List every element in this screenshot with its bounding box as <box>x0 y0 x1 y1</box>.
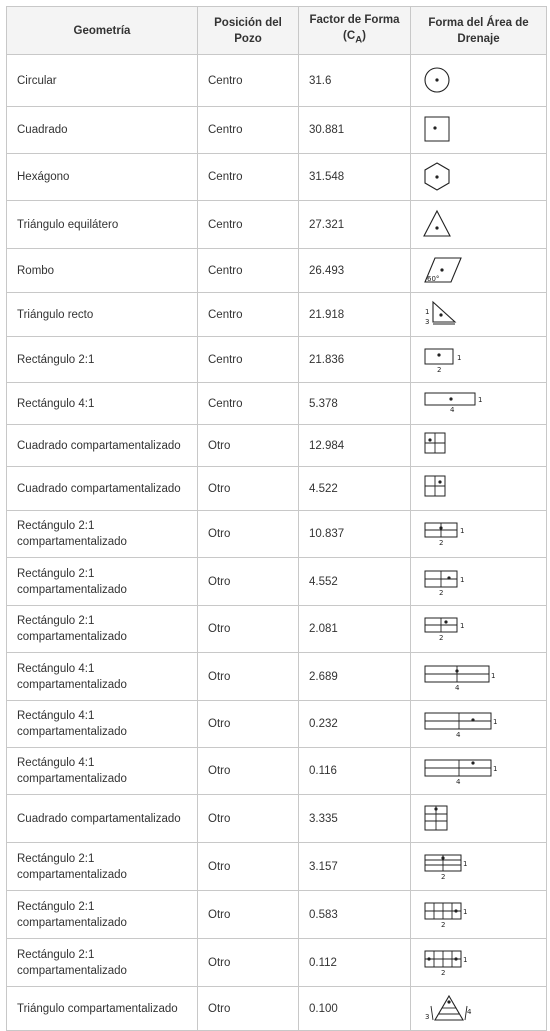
compartmentalized-rectangle-2-1-icon <box>423 567 503 597</box>
geometry-cell: Hexágono <box>7 154 198 201</box>
drainage-shape-cell <box>411 467 547 511</box>
svg-text:1: 1 <box>460 575 465 584</box>
well-position-cell: Centro <box>198 383 299 425</box>
shape-factor-cell: 2.081 <box>299 606 411 653</box>
well-position-cell: Otro <box>198 467 299 511</box>
drainage-shape-cell <box>411 55 547 107</box>
drainage-shape-cell <box>411 107 547 154</box>
header-factor-label: Factor de Forma (C <box>309 14 400 43</box>
svg-text:1: 1 <box>457 353 462 362</box>
svg-text:1: 1 <box>463 907 468 916</box>
drainage-shape-cell <box>411 425 547 467</box>
drainage-shape-cell <box>411 558 547 606</box>
compartmentalized-square-icon <box>423 431 503 461</box>
svg-text:1: 1 <box>491 671 496 680</box>
header-geometry: Geometría <box>7 7 198 55</box>
table-row <box>7 107 547 154</box>
table-row <box>7 467 547 511</box>
rectangle-4-1-icon <box>423 389 503 419</box>
well-position-cell: Otro <box>198 425 299 467</box>
compartmentalized-rectangle-2-1-icon <box>423 614 503 644</box>
shape-factor-cell: 31.6 <box>299 55 411 107</box>
drainage-shape-cell <box>411 154 547 201</box>
geometry-cell: Rectángulo 2:1 <box>7 337 198 383</box>
rectangle-2-1-icon <box>423 345 503 375</box>
geometry-cell: Rectángulo 2:1 compartamentalizado <box>7 939 198 987</box>
header-factor-subscript: A <box>355 34 363 46</box>
table-row <box>7 425 547 467</box>
geometry-cell: Rectángulo 2:1 compartamentalizado <box>7 891 198 939</box>
well-position-cell: Centro <box>198 107 299 154</box>
shape-factor-cell: 21.918 <box>299 293 411 337</box>
well-position-cell: Otro <box>198 511 299 558</box>
svg-text:1: 1 <box>425 307 430 316</box>
shape-factor-cell: 0.583 <box>299 891 411 939</box>
geometry-cell: Triángulo equilátero <box>7 201 198 249</box>
svg-text:3: 3 <box>425 1012 430 1021</box>
geometry-cell: Triángulo recto <box>7 293 198 337</box>
svg-text:4: 4 <box>467 1007 472 1016</box>
drainage-shape-cell <box>411 201 547 249</box>
triangle-icon <box>423 210 503 240</box>
geometry-cell: Cuadrado <box>7 107 198 154</box>
shape-factor-cell: 21.836 <box>299 337 411 383</box>
geometry-cell: Rectángulo 2:1 compartamentalizado <box>7 511 198 558</box>
svg-text:2: 2 <box>441 968 446 977</box>
table-row <box>7 891 547 939</box>
svg-text:2: 2 <box>437 365 442 374</box>
geometry-cell: Cuadrado compartamentalizado <box>7 467 198 511</box>
well-position-cell: Otro <box>198 606 299 653</box>
shape-factor-cell: 31.548 <box>299 154 411 201</box>
compartmentalized-square-icon <box>423 474 503 504</box>
drainage-shape-cell <box>411 293 547 337</box>
shape-factor-cell: 2.689 <box>299 653 411 701</box>
shape-factor-cell: 0.100 <box>299 987 411 1031</box>
svg-text:2: 2 <box>439 588 444 597</box>
well-position-cell: Centro <box>198 249 299 293</box>
geometry-cell: Triángulo compartamentalizado <box>7 987 198 1031</box>
table-row <box>7 154 547 201</box>
well-position-cell: Otro <box>198 748 299 795</box>
right-triangle-icon <box>423 300 503 330</box>
well-position-cell: Otro <box>198 701 299 748</box>
square-icon <box>423 115 503 145</box>
svg-text:1: 1 <box>460 527 465 535</box>
compartmentalized-triangle-icon <box>423 994 503 1024</box>
rhombus-icon <box>423 256 503 286</box>
drainage-shape-cell <box>411 795 547 843</box>
geometry-cell: Circular <box>7 55 198 107</box>
geometry-cell: Rectángulo 4:1 compartamentalizado <box>7 653 198 701</box>
well-position-cell: Centro <box>198 55 299 107</box>
shape-factor-cell: 0.112 <box>299 939 411 987</box>
geometry-cell: Cuadrado compartamentalizado <box>7 795 198 843</box>
table-row <box>7 558 547 606</box>
shape-factor-cell: 0.232 <box>299 701 411 748</box>
geometry-cell: Rectángulo 2:1 compartamentalizado <box>7 606 198 653</box>
geometry-cell: Rectángulo 4:1 <box>7 383 198 425</box>
svg-text:4: 4 <box>456 731 461 739</box>
shape-factor-cell: 10.837 <box>299 511 411 558</box>
shape-factor-cell: 0.116 <box>299 748 411 795</box>
svg-text:2: 2 <box>439 539 444 547</box>
table-row <box>7 939 547 987</box>
svg-text:1: 1 <box>493 765 498 773</box>
table-row <box>7 843 547 891</box>
drainage-shape-cell <box>411 843 547 891</box>
drainage-shape-cell <box>411 748 547 795</box>
hexagon-icon <box>423 162 503 192</box>
shape-factor-cell: 27.321 <box>299 201 411 249</box>
drainage-shape-cell <box>411 249 547 293</box>
well-position-cell: Centro <box>198 337 299 383</box>
well-position-cell: Otro <box>198 795 299 843</box>
svg-text:4: 4 <box>450 405 455 414</box>
table-row <box>7 606 547 653</box>
svg-text:2: 2 <box>441 872 446 881</box>
shape-factor-cell: 3.157 <box>299 843 411 891</box>
svg-text:60°: 60° <box>427 274 440 283</box>
shape-factor-cell: 30.881 <box>299 107 411 154</box>
svg-text:4: 4 <box>455 683 460 692</box>
well-position-cell: Otro <box>198 939 299 987</box>
well-position-cell: Otro <box>198 843 299 891</box>
header-shape: Forma del Área de Drenaje <box>411 7 547 55</box>
well-position-cell: Otro <box>198 558 299 606</box>
drainage-shape-cell <box>411 337 547 383</box>
drainage-shape-cell <box>411 606 547 653</box>
svg-text:1: 1 <box>463 859 468 868</box>
table-row <box>7 293 547 337</box>
drainage-shape-cell <box>411 511 547 558</box>
circle-icon <box>423 66 503 96</box>
compartmentalized-rectangle-2-1-icon <box>423 852 503 882</box>
well-position-cell: Otro <box>198 653 299 701</box>
shape-factor-cell: 5.378 <box>299 383 411 425</box>
shape-factor-cell: 3.335 <box>299 795 411 843</box>
svg-text:1: 1 <box>460 622 465 630</box>
shape-factor-cell: 12.984 <box>299 425 411 467</box>
well-position-cell: Centro <box>198 154 299 201</box>
table-row <box>7 653 547 701</box>
compartmentalized-rectangle-2-1-icon <box>423 900 503 930</box>
compartmentalized-rectangle-4-1-icon <box>423 662 503 692</box>
geometry-cell: Rectángulo 4:1 compartamentalizado <box>7 701 198 748</box>
geometry-cell: Rombo <box>7 249 198 293</box>
well-position-cell: Otro <box>198 987 299 1031</box>
drainage-shape-cell <box>411 701 547 748</box>
table-row <box>7 249 547 293</box>
shape-factor-table <box>6 6 547 1031</box>
header-factor-close: ) <box>362 30 366 43</box>
compartmentalized-rectangle-2-1-icon <box>423 948 503 978</box>
table-row <box>7 201 547 249</box>
table-row <box>7 701 547 748</box>
table-row <box>7 383 547 425</box>
shape-factor-cell: 4.522 <box>299 467 411 511</box>
compartmentalized-rectangle-4-1-icon <box>423 756 503 786</box>
table-row <box>7 748 547 795</box>
well-position-cell: Centro <box>198 293 299 337</box>
svg-text:2: 2 <box>439 634 444 642</box>
svg-text:1: 1 <box>463 955 468 964</box>
well-position-cell: Centro <box>198 201 299 249</box>
drainage-shape-cell <box>411 653 547 701</box>
table-header-row <box>7 7 547 55</box>
svg-text:2: 2 <box>441 920 446 929</box>
svg-text:3: 3 <box>425 317 430 326</box>
drainage-shape-cell <box>411 891 547 939</box>
geometry-cell: Rectángulo 4:1 compartamentalizado <box>7 748 198 795</box>
compartmentalized-square-icon <box>423 804 503 834</box>
header-factor <box>299 7 411 55</box>
table-row <box>7 511 547 558</box>
shape-factor-cell: 26.493 <box>299 249 411 293</box>
compartmentalized-rectangle-2-1-icon <box>423 519 503 549</box>
geometry-cell: Cuadrado compartamentalizado <box>7 425 198 467</box>
svg-text:4: 4 <box>456 778 461 786</box>
well-position-cell: Otro <box>198 891 299 939</box>
compartmentalized-rectangle-4-1-icon <box>423 709 503 739</box>
header-position: Posición del Pozo <box>198 7 299 55</box>
geometry-cell: Rectángulo 2:1 compartamentalizado <box>7 843 198 891</box>
geometry-cell: Rectángulo 2:1 compartamentalizado <box>7 558 198 606</box>
shape-factor-cell: 4.552 <box>299 558 411 606</box>
svg-text:1: 1 <box>493 718 498 726</box>
table-row <box>7 795 547 843</box>
drainage-shape-cell <box>411 383 547 425</box>
svg-text:1: 1 <box>478 395 483 404</box>
table-row <box>7 55 547 107</box>
drainage-shape-cell <box>411 939 547 987</box>
table-row <box>7 337 547 383</box>
